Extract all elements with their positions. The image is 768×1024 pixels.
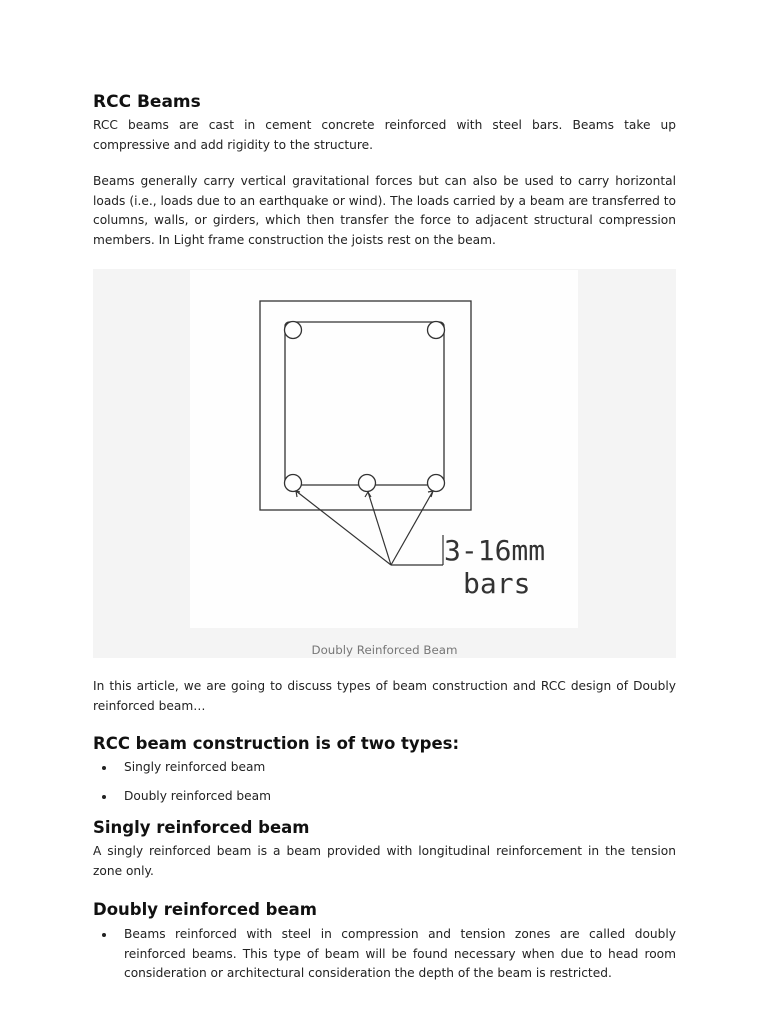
bottom-bar-middle <box>359 475 376 492</box>
bars-label-line2: bars <box>463 567 531 600</box>
types-list <box>93 758 676 806</box>
beam-cross-section-diagram <box>190 270 578 628</box>
singly-paragraph: A singly reinforced beam is a beam provided with longitudinal reinforcement in the tension zone only. <box>93 844 676 878</box>
bars-label-line1: 3-16mm <box>444 534 546 567</box>
doubly-heading: Doubly reinforced beam <box>93 900 317 919</box>
intro-paragraph: RCC beams are cast in cement concrete reinforced with steel bars. Beams take up compressive and add rigidity to the structure. <box>93 118 676 152</box>
types-heading: RCC beam construction is of two types: <box>93 734 460 753</box>
top-bar-left <box>285 322 302 339</box>
bottom-bar-right <box>428 475 445 492</box>
top-bar-right <box>428 322 445 339</box>
bullet-icon <box>102 933 106 937</box>
beam-figure <box>93 269 676 658</box>
bottom-bar-left <box>285 475 302 492</box>
beam-cross-section-svg <box>190 270 578 628</box>
list-item: Doubly reinforced beam <box>93 787 676 807</box>
list-item: Singly reinforced beam <box>93 758 676 778</box>
beams-paragraph: Beams generally carry vertical gravitational forces but can also be used to carry horizontal loads (i.e., loads due to an earthquake or wind). The loads carried by a beam are transferred to columns, walls, or girders, which then transfer the force to adjacent structural compression members. In Light frame construction the joists rest on the beam. <box>93 174 676 247</box>
figure-caption: Doubly Reinforced Beam <box>311 643 458 657</box>
singly-heading: Singly reinforced beam <box>93 818 310 837</box>
leader-lines <box>296 491 443 565</box>
article-intro-paragraph: In this article, we are going to discuss types of beam construction and RCC design of Doubly reinforced beam… <box>93 679 676 713</box>
stirrup <box>285 322 444 485</box>
bullet-icon <box>102 766 106 770</box>
page-title: RCC Beams <box>93 92 201 112</box>
bullet-icon <box>102 795 106 799</box>
doubly-list <box>93 925 676 984</box>
list-item: Beams reinforced with steel in compression and tension zones are called doubly reinforced beams. This type of beam will be found necessary when due to head room consideration or architectural consideration the depth of the beam is restricted. <box>93 925 676 984</box>
